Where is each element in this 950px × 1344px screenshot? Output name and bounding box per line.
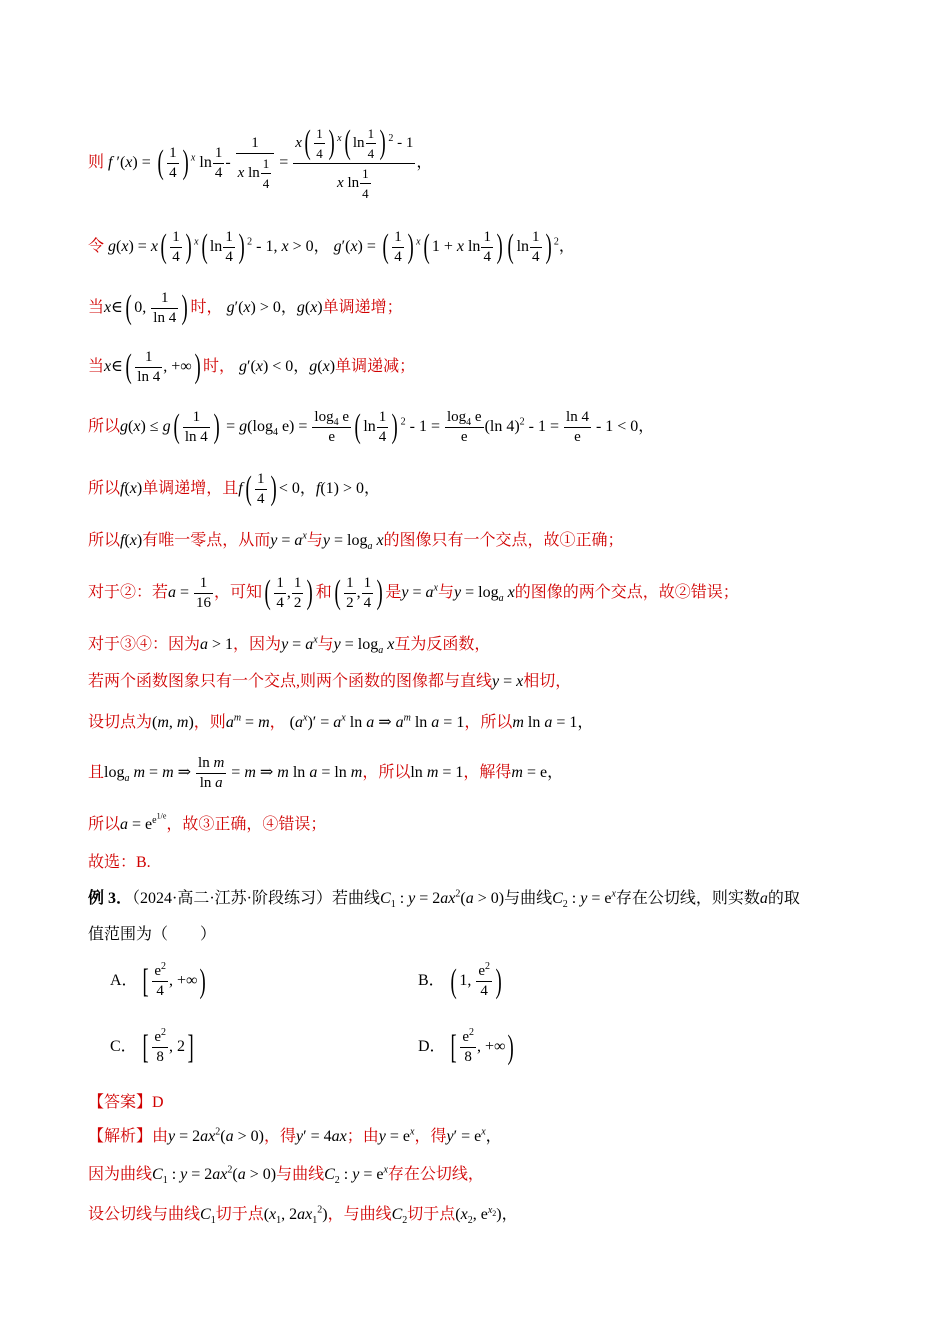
text: ；由 [346, 1128, 379, 1145]
text: 相切， [523, 673, 572, 690]
text: 与 [438, 584, 455, 601]
analysis-line-2: 因为曲线$C_1$ : $y = 2ax^2(a > 0)$与曲线$C_2$ : $y = e^x$存在公切线， [88, 1164, 484, 1187]
text: 由 [152, 1128, 169, 1145]
text: 有唯一零点，从而 [142, 532, 271, 549]
option-d: D． [ $\frac{e^2}{8}$ , +∞) [418, 1027, 515, 1066]
text: 存在公切线， [387, 1166, 484, 1183]
text: ，所以 [464, 714, 513, 731]
text: 与 [306, 532, 323, 549]
option-b: B． ( 1, $\frac{e^2}{4}$ ) [418, 961, 502, 1000]
text: 和 [315, 584, 332, 601]
example-3-question: 例 3．（2024·高二·江苏·阶段练习）若曲线$C_1$ : $y = 2ax^2(a > 0)$与曲线$C_2$ : $y = e^x$存在公切线，则实数a的取 [88, 888, 800, 911]
text: 切于点 [215, 1206, 264, 1223]
line-g-max: 所以g(x) ≤ g( $\frac{1}{\ln 4}$ ) = $g(\log_4$ e) = $\frac{\log_4 e}{e}$ ( ln $\frac{1}{4}$ ) $^2$ - 1 = $\frac{\log_4 e}{e}$ (ln 4)$^2$ - 1 = $\frac{\ln 4}{e}$ - 1 < 0， [88, 408, 655, 446]
option-c: C． [ $\frac{e^2}{8}$ , 2] [110, 1027, 194, 1066]
answer-line [88, 1090, 878, 1116]
analysis-tag: 【解析】 [88, 1128, 153, 1145]
answer-tag: 【答案】 [88, 1094, 153, 1111]
text: 与 [317, 636, 334, 653]
text: 是 [385, 584, 402, 601]
text: 的图像只有一个交点，故①正确； [383, 532, 624, 549]
answer-value: D [152, 1094, 164, 1111]
text: 与曲线 [276, 1166, 325, 1183]
text: 值范围为（ ） [88, 926, 217, 943]
text: ，所以 [362, 764, 411, 781]
line-log-relation: 且$\log_a m = m$ ⇒ $\frac{\text{ln m}}{\text{ln a}}$ = m ⇒ m ln a = ln m，所以ln m = 1，解得m = e， [88, 754, 564, 791]
text: 所以 [88, 480, 121, 497]
line-unique-zero: 所以f(x)有唯一零点，从而$y = a^x$与$y = \log_a x$的图像只有一个交点，故①正确； [88, 530, 624, 553]
analysis-line-1: 【解析】由$y = 2ax^2(a > 0)$，得y′ = 4ax；由$y = e^x$，得$y' = e^x$， [88, 1126, 502, 1145]
line-conclusion: 所以$a = e^{e^{1/e}}$，故③正确，④错误； [88, 811, 327, 833]
text: ，得 [263, 1128, 296, 1145]
line-tangent: 若两个函数图象只有一个交点,则两个函数的图像都与直线y = x相切， [88, 673, 572, 690]
example-label: 例 3． [88, 890, 133, 907]
text: ， [269, 714, 286, 731]
text: 时， [202, 358, 235, 375]
text: 单调递增； [322, 299, 403, 316]
line-increasing: 当x∈( 0, $\frac{1}{\ln 4}$ ) 时， g′(x) > 0，g(x)单调递增； [88, 289, 403, 327]
line-choice [88, 850, 878, 876]
text: （2024·高二·江苏·阶段练习）若曲线 [132, 890, 381, 907]
text: 设公切线与曲线 [88, 1206, 201, 1223]
option-label: C． [110, 1038, 137, 1056]
line-derivative: 则 f ′(x) = ( $\frac{1}{4}$ ) $^x$ ln $\frac{1}{4}$ - 1 x ln $\frac{1}{4}$ = x( $\frac{1}{4}$ ) $^x$( ln $\frac{1}{4}$ ) $^2$ - 1 x ln $\frac{1}{4}$ ， [88, 124, 433, 201]
option-label: B． [418, 972, 445, 990]
text: ，解得 [463, 764, 512, 781]
text: 对于②：若 [88, 584, 169, 601]
text: 所以 [88, 816, 121, 833]
text: ，则 [193, 714, 226, 731]
text: ，得 [414, 1128, 447, 1145]
option-label: A． [110, 972, 138, 990]
text: 单调递减； [335, 358, 416, 375]
text: ，故③正确，④错误； [166, 816, 327, 833]
text: 则 [88, 154, 105, 171]
text: 切于点 [407, 1206, 456, 1223]
line-tangent-point: 设切点为(m, m)，则$a^m = m$， $(a^x)' = a^x$ ln a ⇒ $a^m$ ln a = 1，所以m ln a = 1， [88, 712, 594, 731]
example-3-question-cont [88, 922, 878, 948]
line-decreasing: 当x∈( $\frac{1}{\ln 4}$ , +∞) 时， g′(x) < 0，g(x)单调递减； [88, 348, 416, 386]
text: 单调递增，且 [142, 480, 239, 497]
text: 且 [88, 764, 105, 781]
text: 时， [190, 299, 223, 316]
text: 若两个函数图象只有一个交点,则两个函数的图像都与直线 [88, 673, 493, 690]
text: 故选：B. [88, 854, 151, 871]
text: 互为反函数， [394, 636, 491, 653]
line-case-34: 对于③④：因为a > 1，因为$y = a^x$与$y = \log_a x$互为反函数， [88, 634, 491, 657]
line-case-2: 对于②：若a = $\frac{1}{16}$ ，可知( $\frac{1}{4}$ , $\frac{1}{2}$ ) 和( $\frac{1}{2}$ , $\frac{1}{4}$ ) 是$y = a^x$与$y = \log_a x$的图像的两个交点，故②错误； [88, 574, 739, 612]
analysis-line-3: 设公切线与曲线$C_1$切于点($x_1$, $2ax_1^2$)，与曲线$C_2$切于点($x_2$, $e^{x_2}$)， [88, 1204, 518, 1227]
text: 的取 [767, 890, 800, 907]
text: 当 [88, 299, 105, 316]
text: 对于③④：因为 [88, 636, 201, 653]
text: 存在公切线，则实数 [615, 890, 760, 907]
text: 设切点为 [88, 714, 153, 731]
text: 令 [88, 238, 105, 255]
text: ，可知 [214, 584, 263, 601]
text: 当 [88, 358, 105, 375]
line-f-increasing: 所以f(x)单调递增，且f( $\frac{1}{4}$ ) < 0，f(1) > 0， [88, 470, 381, 508]
text: ，与曲线 [327, 1206, 392, 1223]
text: 与曲线 [504, 890, 553, 907]
text: 的图像的两个交点，故②错误； [514, 584, 739, 601]
text: 所以 [88, 418, 121, 435]
line-g-definition: 令 g(x) = x( $\frac{1}{4}$ ) $^x$( ln $\frac{1}{4}$ ) $^2$ - 1, x > 0， g′(x) = ( $\frac{1}{4}$ ) $^x$( 1 + x ln $\frac{1}{4}$ ) ( ln $\frac{1}{4}$ ) $^2$， [88, 228, 575, 266]
text: 所以 [88, 532, 121, 549]
option-a: A． [ $\frac{e^2}{4}$ , +∞) [110, 961, 207, 1000]
option-label: D． [418, 1038, 446, 1056]
text: 因为曲线 [88, 1166, 153, 1183]
text: ，因为 [233, 636, 282, 653]
